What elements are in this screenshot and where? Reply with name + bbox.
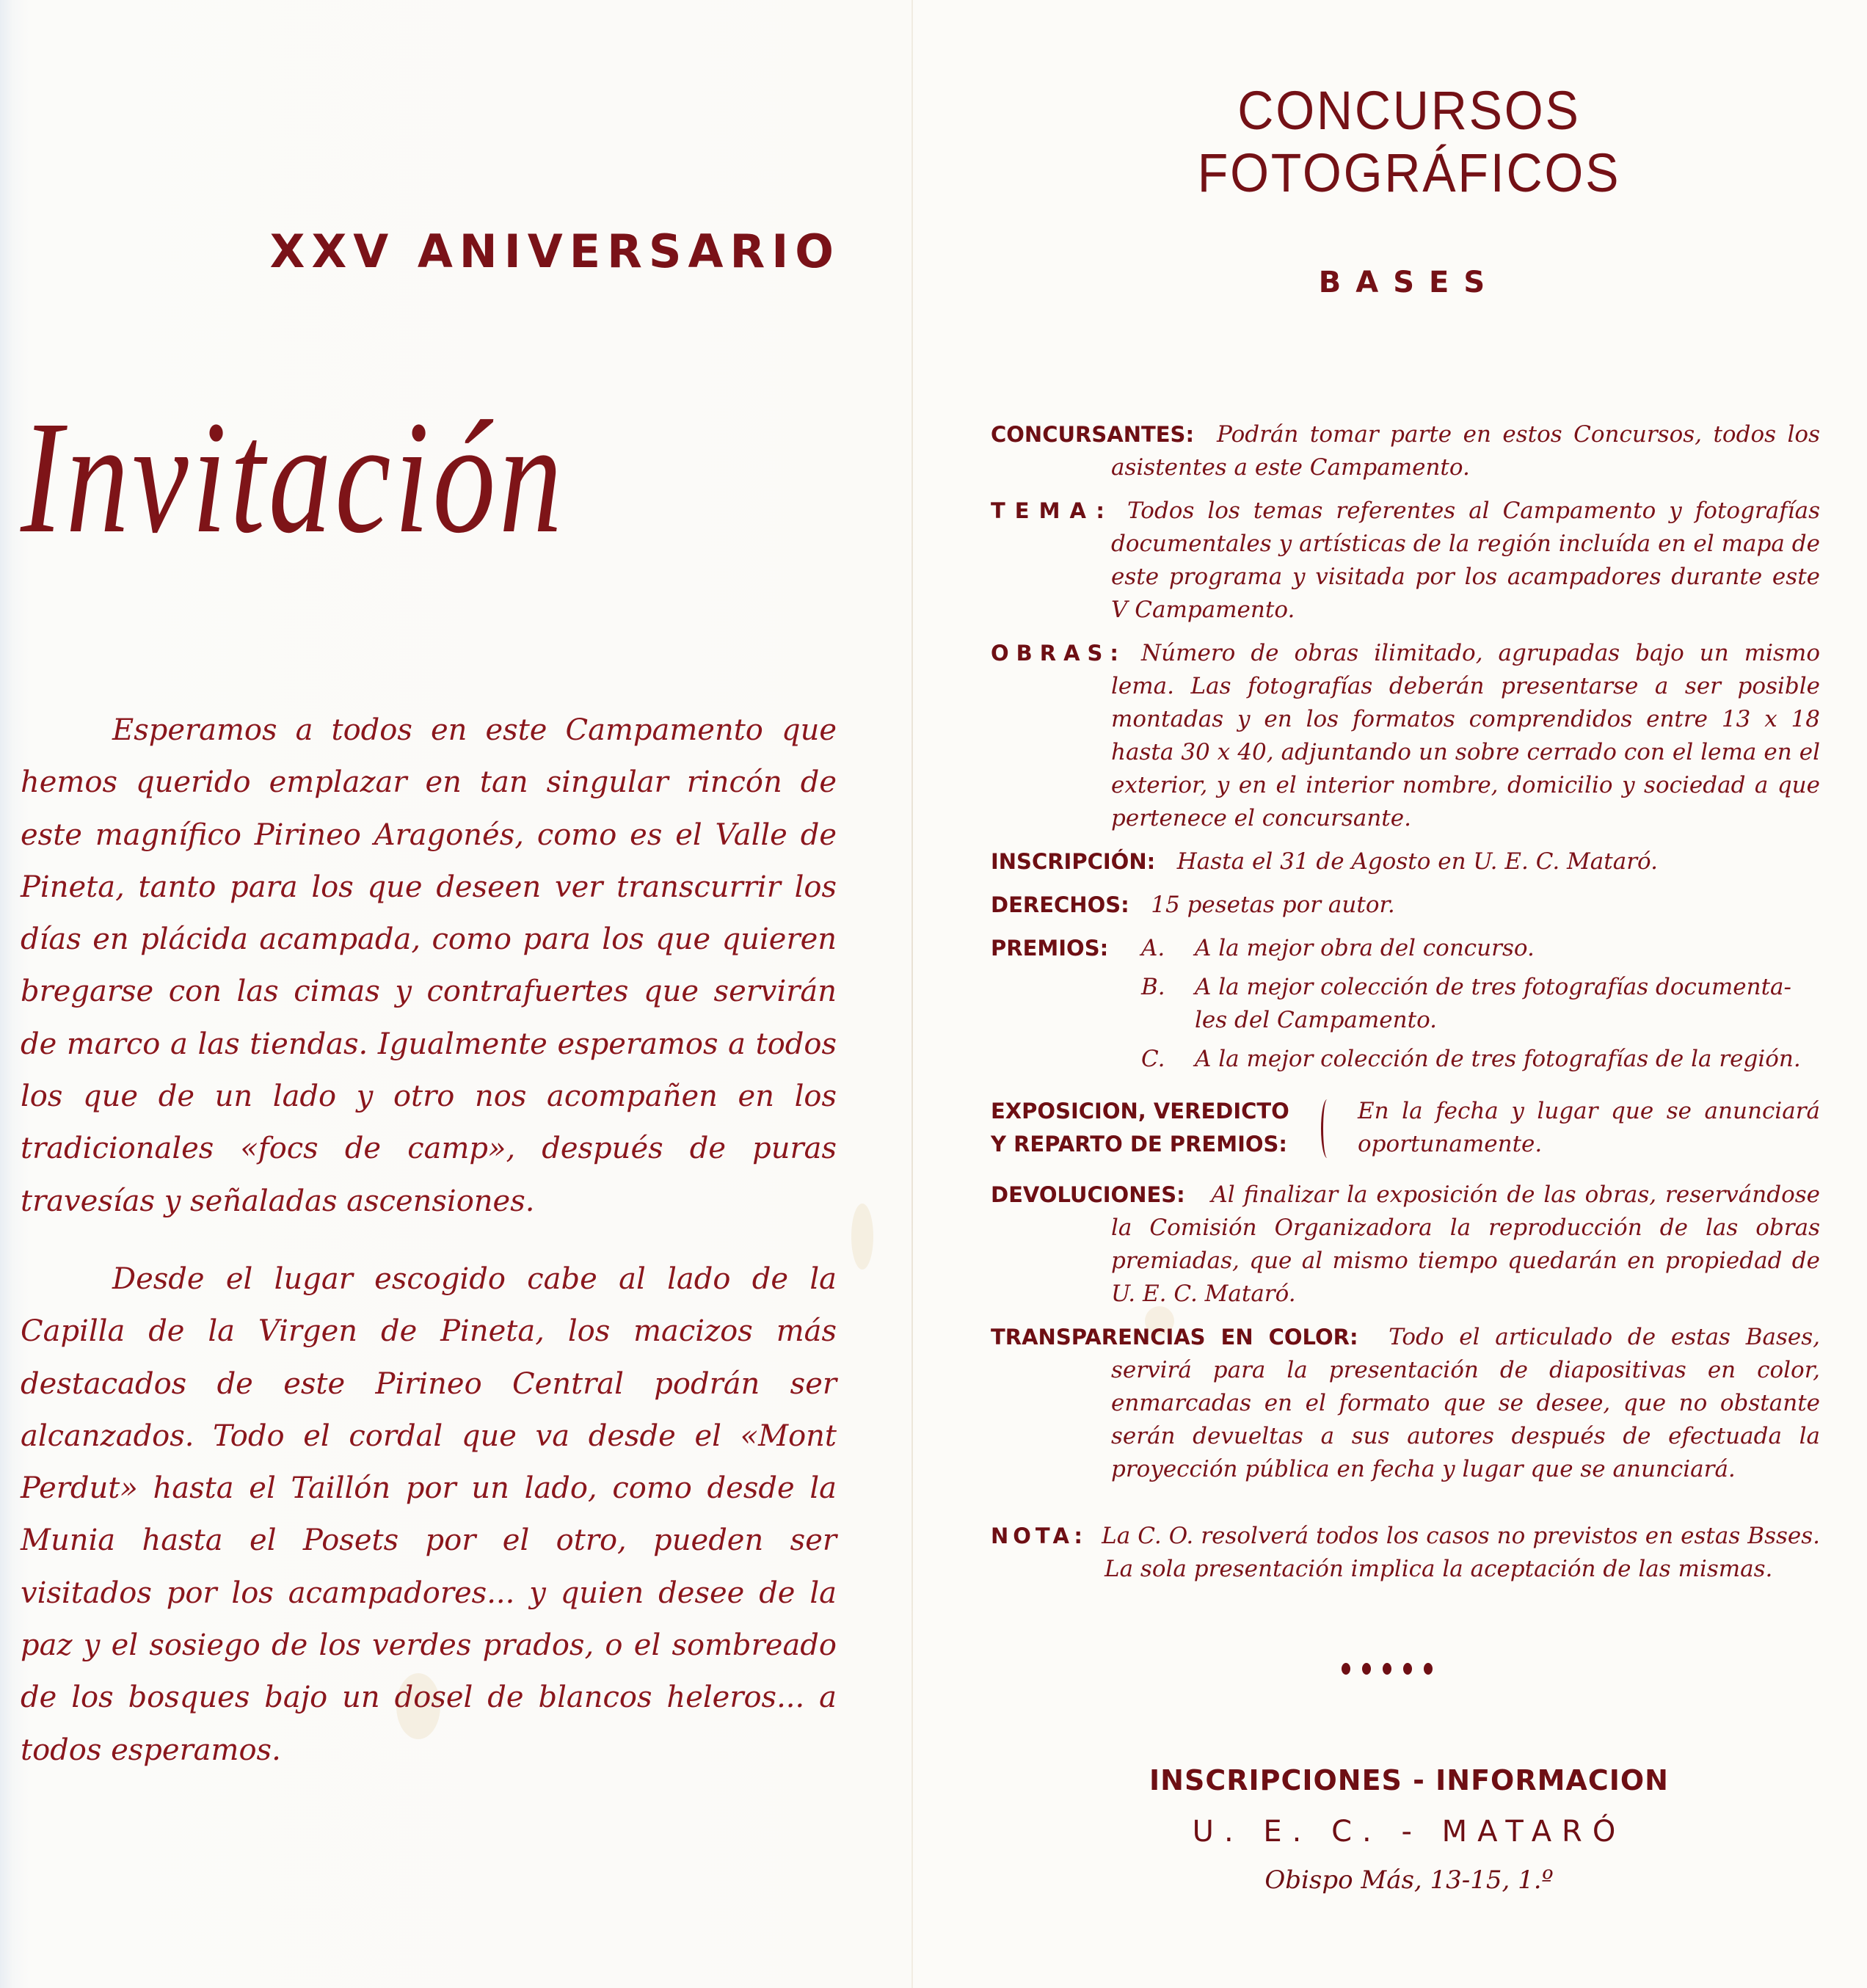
premio-letter: C. — [1141, 1046, 1165, 1072]
premio-text: A la mejor colección de tres fotografías de la región. — [1195, 1046, 1801, 1072]
footer-inscripciones: INSCRIPCIONES - INFORMACION — [1149, 1764, 1669, 1796]
invitation-script-title: Invitación — [21, 387, 566, 567]
contest-title: CONCURSOS FOTOGRÁFICOS — [1197, 80, 1621, 203]
rule-label: NOTA: — [991, 1523, 1088, 1548]
rule-text: Todos los temas referentes al Campamento y fotografías documentales y artísticas de la región incluída en el mapa de este programa y visitada por los acampadores durante este V Campamento. — [1111, 498, 1820, 623]
rule-label: DERECHOS: — [991, 892, 1129, 917]
rule-text: Podrán tomar parte en estos Concursos, todos los asistentes a este Campamento. — [1111, 421, 1820, 481]
dot-icon — [1403, 1663, 1412, 1675]
rule-transparencias — [991, 1321, 1820, 1486]
rule-inscripcion — [991, 845, 1820, 878]
dot-icon — [1383, 1663, 1391, 1675]
premio-letter: B. — [1141, 974, 1165, 1000]
dot-icon — [1424, 1663, 1433, 1675]
rule-label-line: Y REPARTO DE PREMIOS: — [991, 1132, 1287, 1157]
rule-label: TRANSPARENCIAS EN COLOR: — [991, 1325, 1358, 1350]
dot-icon — [1362, 1663, 1371, 1675]
decorative-dots — [1314, 1663, 1460, 1678]
rule-label-line: EXPOSICION, VEREDICTO — [991, 1099, 1289, 1124]
rule-label: TEMA: — [991, 498, 1115, 523]
footer-address: Obispo Más, 13-15, 1.º — [1264, 1865, 1554, 1895]
rule-text: Hasta el 31 de Agosto en U. E. C. Mataró. — [1176, 848, 1658, 875]
rule-tema — [991, 495, 1820, 627]
rule-label: PREMIOS: — [991, 936, 1109, 961]
rule-nota — [991, 1520, 1820, 1586]
premio-text: A la mejor obra del concurso. — [1195, 935, 1535, 961]
rules-list — [991, 418, 1820, 1586]
rule-text: En la fecha y lugar que se anunciará oportunamente. — [1358, 1098, 1820, 1157]
fold-line — [911, 0, 913, 1988]
rule-text: La C. O. resolverá todos los casos no previstos en estas Bsses. La sola presentación implica la aceptación de las mismas. — [1102, 1523, 1820, 1582]
rule-label — [991, 1095, 1289, 1161]
premio-item — [991, 971, 1820, 1004]
rule-label: CONCURSANTES: — [991, 422, 1195, 447]
footer-organization: U. E. C. - MATARÓ — [1192, 1815, 1626, 1849]
bases-heading: BASES — [1318, 266, 1500, 299]
rule-exposicion — [991, 1095, 1820, 1162]
footer — [1013, 1761, 1805, 1898]
rule-devoluciones — [991, 1179, 1820, 1311]
premio-item — [991, 1043, 1820, 1076]
dot-icon — [1342, 1663, 1350, 1675]
rule-premios — [991, 932, 1820, 1076]
rule-label: DEVOLUCIONES: — [991, 1182, 1185, 1207]
rule-text: Al finalizar la exposición de las obras, reservándose la Comisión Organizadora la reproducción de las obras premiadas, que al mismo tiempo quedarán en propiedad de U. E. C. Mataró. — [1111, 1181, 1820, 1307]
rule-text: Todo el articulado de estas Bases, servirá para la presentación de diapositivas en color, enmarcadas en el formato que se desee, que no obstante serán devueltas a sus autores después de efectuada la proyección pública en fecha y lugar que se anunciará. — [1111, 1324, 1820, 1482]
paper-stain — [851, 1204, 873, 1270]
rule-label: OBRAS: — [991, 641, 1127, 666]
brace-icon — [1321, 1099, 1333, 1158]
premio-letter: A. — [1141, 935, 1165, 961]
rule-concursantes — [991, 418, 1820, 484]
rule-label: INSCRIPCIÓN: — [991, 849, 1156, 874]
rule-text: 15 pesetas por autor. — [1151, 892, 1395, 918]
invitation-paragraph-2: Desde el lugar escogido cabe al lado de la Capilla de la Virgen de Pineta, los macizos más destacados de este Pirineo Central podrán ser alcanzados. Todo el cordal que va desde el «Mont Perdut» hasta el Taillón por un lado, como desde la Munia hasta el Posets por el otro, pueden ser visitados por los acampadores... y quien desee de la paz y el sosiego de los verdes prados, o el sombreado de los bosques bajo un dosel de blancos heleros... a todos esperamos. — [21, 1261, 837, 1767]
rule-derechos — [991, 889, 1820, 922]
rule-obras — [991, 637, 1820, 835]
anniversary-heading: XXV ANIVERSARIO — [269, 225, 840, 278]
invitation-body — [21, 704, 837, 1777]
invitation-paragraph-1: Esperamos a todos en este Campamento que hemos querido emplazar en tan singular rincón de este magnífico Pirineo Aragonés, como es el Valle de Pineta, tanto para los que deseen ver transcurrir los días en plácida acampada, como para los que quieren bregarse con las cimas y contrafuertes que servirán de marco a las tiendas. Igualmente esperamos a todos los que de un lado y otro nos acompañen en los tradicionales «focs de camp», después de puras travesías y señaladas ascensiones. — [21, 713, 837, 1218]
premio-text-continuation: les del Campamento. — [1195, 1007, 1438, 1033]
premio-item — [991, 932, 1820, 965]
premio-text: A la mejor colección de tres fotografías documenta- — [1195, 974, 1792, 1000]
rule-text: Número de obras ilimitado, agrupadas bajo un mismo lema. Las fotografías deberán presentarse a ser posible montadas y en los formatos comprendidos entre 13 x 18 hasta 30 x 40, adjuntando un sobre cerrado con el lema en el exterior, y en el interior nombre, domicilio y sociedad a que pertenece el concursante. — [1111, 640, 1820, 831]
